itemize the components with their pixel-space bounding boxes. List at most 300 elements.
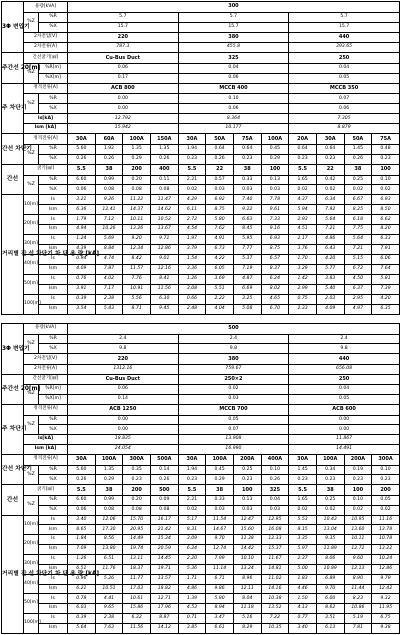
distance-ism: 14.62	[150, 205, 178, 215]
distance-label: 40[m]	[24, 255, 39, 275]
distance-is: 11.16	[372, 515, 400, 525]
is-label: Is	[39, 515, 68, 525]
feeder-breaker-rating: 200A	[344, 454, 372, 465]
distance-is: 5.81	[372, 275, 400, 285]
feeder-breaker-x: 0.26	[150, 154, 178, 164]
cable-r: 0.20	[123, 175, 151, 185]
distance-is: 7.76	[123, 275, 151, 285]
distance-ism: 4.86	[178, 584, 206, 594]
distance-ism: 6.03	[68, 604, 96, 614]
feeder-breaker-r: 0.35	[123, 465, 151, 475]
section-transformer: 3Φ 변압기	[2, 324, 24, 375]
cable-x: 0.03	[206, 505, 234, 515]
distance-ism: 8.31	[178, 525, 206, 535]
distance-is: 9.60	[344, 554, 372, 564]
feeder-breaker-x: 0.23	[316, 475, 344, 485]
feeder-breaker-x: 0.29	[261, 154, 289, 164]
table-row	[2, 415, 400, 425]
distance-ism: 9.61	[261, 205, 289, 215]
cable-size: 100	[372, 164, 400, 175]
table-row	[2, 265, 400, 275]
feeder-breaker-r: 0.19	[344, 465, 372, 475]
feeder-breaker-r: 1.35	[123, 144, 151, 154]
feeder-breaker-r: 0.64	[316, 144, 344, 154]
cable-size-label: 굵기[㎟]	[24, 485, 68, 496]
distance-ism: 10.86	[344, 604, 372, 614]
main-size-label: 간선굵기[㎟]	[24, 374, 68, 385]
main-feeder-size: 250	[289, 53, 400, 64]
transformer-x: 15.7	[178, 22, 289, 32]
cable-x: 0.03	[233, 185, 261, 195]
distance-is: 5.26	[95, 574, 123, 584]
distance-ism: 13.52	[261, 604, 289, 614]
secondary-voltage: 380	[178, 32, 289, 43]
cable-r: 0.10	[372, 175, 400, 185]
main-breaker-ism: 15.942	[68, 124, 179, 134]
distance-ism: 12.86	[372, 564, 400, 574]
table-row	[2, 175, 400, 185]
distance-ism: 14.37	[123, 205, 151, 215]
table-row	[2, 164, 400, 175]
distance-is: 4.22	[206, 255, 234, 265]
distance-ism: 5.94	[289, 205, 317, 215]
distance-is: 5.17	[178, 515, 206, 525]
table-row	[2, 12, 400, 22]
main-size-label: 간선굵기[㎟]	[24, 53, 68, 64]
distance-is: 5.64	[344, 235, 372, 245]
main-breaker-rating: MCCB 700	[178, 404, 289, 415]
distance-ism: 6.43	[316, 245, 344, 255]
feeder-breaker-x: 0.23	[178, 475, 206, 485]
ism-label: Ism [kA]	[24, 445, 68, 455]
cable-size: 38	[344, 164, 372, 175]
transformer-x: 9.8	[289, 344, 400, 354]
distance-ism: 4.09	[68, 265, 96, 275]
data-table	[1, 323, 400, 634]
distance-ism: 11.57	[123, 265, 151, 275]
distance-label: 20[m]	[24, 535, 39, 555]
cable-r: 0.33	[206, 495, 234, 505]
distance-is: 6.71	[206, 574, 234, 584]
distance-ism: 10.91	[123, 285, 151, 295]
distance-ism: 18.37	[123, 564, 151, 574]
feeder-breaker-r: 0.14	[150, 465, 178, 475]
distance-ism: 6.11	[178, 205, 206, 215]
cable-size: 100	[261, 164, 289, 175]
secondary-current: 393.65	[289, 43, 400, 53]
distance-is: 15.34	[150, 535, 178, 545]
distance-ism: 6.70	[261, 304, 289, 314]
distance-ism: 6.21	[68, 584, 96, 594]
r-label: %R	[39, 465, 68, 475]
distance-is: 0.39	[68, 614, 96, 624]
cable-size: 325	[261, 485, 289, 496]
main-breaker-x: 0.00	[68, 425, 179, 435]
feeder-breaker-x: 0.23	[372, 154, 400, 164]
rating-label: 정격전류[A]	[24, 134, 68, 145]
transformer-r: 2.4	[178, 334, 289, 344]
feeder-breaker-rating: 30A	[178, 454, 206, 465]
table-row	[2, 404, 400, 415]
x-label: %X	[39, 505, 68, 515]
secondary-voltage: 220	[68, 354, 179, 365]
distance-ism: 8.65	[68, 525, 96, 535]
main-breaker-x: 0.07	[178, 425, 289, 435]
distance-ism: 3.29	[289, 265, 317, 275]
cable-size: 500	[150, 485, 178, 496]
distance-is: 3.09	[178, 535, 206, 545]
distance-ism: 4.39	[68, 245, 96, 255]
distance-ism: 17.96	[150, 604, 178, 614]
cable-x: 0.08	[123, 505, 151, 515]
section-feeder-breaker: 간선 차단기	[2, 454, 24, 484]
cable-x: 0.08	[150, 185, 178, 195]
main-breaker-is: 18.835	[68, 435, 179, 445]
distance-is: 0.94	[68, 255, 96, 265]
distance-ism: 8.02	[261, 285, 289, 295]
distance-ism: 4.46	[289, 584, 317, 594]
distance-is: 1.71	[178, 574, 206, 584]
table-500kva	[1, 323, 399, 634]
distance-ism: 12.16	[150, 265, 178, 275]
distance-is: 1.97	[178, 235, 206, 245]
transformer-r: 2.4	[68, 334, 179, 344]
distance-is: 8.87	[150, 614, 178, 624]
table-row	[2, 614, 400, 624]
feeder-breaker-rating: 100A	[261, 134, 289, 145]
distance-ism: 9.38	[372, 624, 400, 634]
section-feeder-breaker: 간선 차단기	[2, 134, 24, 165]
cable-x: 0.02	[372, 505, 400, 515]
table-row	[2, 63, 400, 73]
feeder-breaker-r: 1.35	[150, 144, 178, 154]
distance-ism: 4.97	[344, 304, 372, 314]
distance-is: 8.41	[150, 275, 178, 285]
feeder-breaker-x: 0.26	[95, 154, 123, 164]
distance-ism: 9.22	[233, 205, 261, 215]
distance-ism: 4.13	[289, 604, 317, 614]
main-feeder-x: 0.06	[178, 73, 289, 83]
table-row	[2, 535, 400, 545]
feeder-breaker-rating: 100A	[95, 454, 123, 465]
distance-label: 100[m]	[24, 294, 39, 314]
feeder-breaker-rating: 500A	[150, 454, 178, 465]
distance-is: 2.37	[289, 554, 317, 564]
main-breaker-x: 0.00	[289, 425, 400, 435]
main-feeder-size: 325	[178, 53, 289, 64]
distance-is: 14.45	[150, 554, 178, 564]
main-feeder-size: 250×2	[178, 374, 289, 385]
distance-is: 1.24	[68, 235, 96, 245]
feeder-breaker-x: 0.26	[68, 154, 96, 164]
main-feeder-size: Cu-Bus Duct	[68, 53, 179, 64]
main-breaker-rating: ACB 600	[289, 404, 400, 415]
main-breaker-ism: 10.177	[178, 124, 289, 134]
main-feeder-r: 0.06	[68, 63, 179, 73]
distance-is: 3.69	[206, 275, 234, 285]
cable-size: 100	[344, 485, 372, 496]
distance-ism: 11.44	[344, 584, 372, 594]
x-label: %X[m]	[39, 395, 68, 405]
distance-is: 1.39	[178, 594, 206, 604]
table-row	[2, 385, 400, 395]
distance-ism: 7.92	[316, 205, 344, 215]
feeder-breaker-r: 0.48	[372, 144, 400, 154]
distance-is: 9.32	[372, 594, 400, 604]
distance-is: 4.29	[178, 195, 206, 205]
distance-is: 8.96	[233, 574, 261, 584]
distance-ism: 11.56	[150, 285, 178, 295]
distance-is: 10.10	[233, 554, 261, 564]
distance-is: 6.93	[261, 235, 289, 245]
z-label: %Z	[24, 465, 39, 485]
distance-ism: 15.86	[123, 604, 151, 614]
main-breaker-x: 0.06	[178, 104, 289, 114]
distance-is: 12.71	[150, 594, 178, 604]
distance-is: 11.77	[123, 574, 151, 584]
r-label: %R	[39, 94, 68, 104]
distance-ism: 8.20	[372, 225, 400, 235]
v2-label: 2차전압[V]	[24, 32, 68, 43]
z-label: %Z	[24, 144, 39, 164]
distance-ism: 7.21	[344, 245, 372, 255]
distance-ism: 20.59	[150, 545, 178, 555]
z-label: %Z	[24, 175, 39, 195]
cable-size: 200	[123, 485, 151, 496]
is-label: Is	[39, 574, 68, 584]
cable-x: 0.02	[372, 185, 400, 195]
main-breaker-ism: 14.491	[289, 445, 400, 455]
secondary-voltage: 440	[289, 32, 400, 43]
i2-label: 2차전류[A]	[24, 43, 68, 53]
cable-r: 1.65	[289, 495, 317, 505]
cable-r: 0.33	[233, 175, 261, 185]
table-row	[2, 43, 400, 53]
feeder-breaker-x: 0.26	[344, 154, 372, 164]
distance-ism: 2.33	[289, 304, 317, 314]
distance-is: 10.95	[344, 515, 372, 525]
x-label: %X	[39, 344, 68, 354]
transformer-x: 15.7	[68, 22, 179, 32]
distance-ism: 19.74	[123, 545, 151, 555]
distance-ism: 6.69	[233, 285, 261, 295]
cable-r: 6.60	[68, 175, 96, 185]
r-label: %R	[39, 144, 68, 154]
feeder-breaker-x: 0.29	[95, 475, 123, 485]
cable-size-label: 굵기[㎟]	[24, 164, 68, 175]
distance-ism: 8.75	[206, 205, 234, 215]
feeder-breaker-rating: 30A	[178, 134, 206, 145]
distance-ism: 13.26	[123, 225, 151, 235]
table-row	[2, 225, 400, 235]
cable-r: 0.25	[316, 495, 344, 505]
i2-label: 2차전류[A]	[24, 364, 68, 374]
capacity-label: 용량[kVA]	[24, 2, 68, 13]
distance-ism: 12.72	[344, 545, 372, 555]
ism-label: Ism	[39, 205, 68, 215]
table-row	[2, 22, 400, 32]
table-row	[2, 354, 400, 365]
table-row	[2, 445, 400, 455]
distance-ism: 7.87	[95, 265, 123, 275]
cable-x: 0.03	[261, 185, 289, 195]
distance-is: 16.17	[150, 515, 178, 525]
distance-ism: 3.36	[178, 265, 206, 275]
distance-ism: 5.51	[206, 285, 234, 295]
distance-ism: 3.08	[178, 285, 206, 295]
cable-x: 0.03	[206, 185, 234, 195]
feeder-breaker-r: 1.92	[95, 144, 123, 154]
table-row	[2, 475, 400, 485]
cable-r: 6.60	[68, 495, 96, 505]
distance-is: 9.20	[123, 235, 151, 245]
distance-ism: 7.91	[372, 245, 400, 255]
feeder-breaker-r: 1.94	[178, 144, 206, 154]
distance-is: 5.69	[95, 235, 123, 245]
distance-label: 20[m]	[24, 215, 39, 235]
distance-is: 9.71	[150, 235, 178, 245]
r-label: %R[m]	[39, 63, 68, 73]
feeder-breaker-rating: 100A	[206, 454, 234, 465]
table-row	[2, 604, 400, 614]
distance-is: 10.24	[372, 554, 400, 564]
distance-is: 15.70	[123, 515, 151, 525]
rating-label: 정격전류[A]	[24, 404, 68, 415]
cable-r: 0.13	[261, 175, 289, 185]
distance-is: 6.00	[316, 594, 344, 604]
cable-r: 0.25	[344, 175, 372, 185]
distance-ism: 7.17	[95, 285, 123, 295]
feeder-breaker-rating: 150A	[150, 134, 178, 145]
main-feeder-r: 0.04	[289, 385, 400, 395]
ism-label: Ism	[39, 225, 68, 235]
distance-ism: 11.76	[95, 564, 123, 574]
distance-is: 5.53	[289, 515, 317, 525]
distance-ism: 10.35	[261, 624, 289, 634]
distance-ism: 5.77	[316, 265, 344, 275]
distance-ism: 21.42	[150, 525, 178, 535]
table-row	[2, 83, 400, 94]
main-breaker-r: 0.07	[289, 94, 400, 104]
distance-ism: 4.09	[316, 304, 344, 314]
feeder-breaker-rating: 50A	[344, 134, 372, 145]
distance-ism: 5.08	[233, 304, 261, 314]
table-row	[2, 294, 400, 304]
distance-ism: 8.62	[316, 604, 344, 614]
distance-is: 10.61	[123, 594, 151, 604]
cable-size: 38	[95, 485, 123, 496]
cable-x: 0.02	[316, 505, 344, 515]
distance-ism: 9.65	[95, 604, 123, 614]
distance-is: 6.32	[123, 614, 151, 624]
table-row	[2, 285, 400, 295]
cable-r: 0.57	[206, 175, 234, 185]
distance-ism: 6.73	[206, 245, 234, 255]
main-breaker-x: 0.00	[68, 104, 179, 114]
distance-ism: 2.48	[178, 304, 206, 314]
distance-is: 4.91	[206, 235, 234, 245]
transformer-r: 5.7	[289, 12, 400, 22]
main-breaker-is: 12.792	[68, 114, 179, 124]
r-label: %R	[39, 495, 68, 505]
z-label: %Z	[24, 495, 39, 515]
feeder-breaker-x: 0.26	[68, 475, 96, 485]
feeder-breaker-rating: 30A	[68, 134, 96, 145]
cable-r: 2.21	[178, 495, 206, 505]
capacity-value: 500	[68, 324, 400, 335]
distance-is: 11.67	[261, 554, 289, 564]
distance-is: 6.33	[372, 235, 400, 245]
transformer-r: 2.4	[289, 334, 400, 344]
ism-label: Ism	[39, 624, 68, 634]
distance-is: 1.50	[289, 594, 317, 604]
x-label: %X[m]	[39, 73, 68, 83]
distance-ism: 8.50	[372, 205, 400, 215]
distance-is: 8.90	[344, 574, 372, 584]
table-row	[2, 32, 400, 43]
feeder-breaker-rating: 75A	[372, 134, 400, 145]
distance-is: 9.35	[316, 535, 344, 545]
distance-ism: 13.67	[150, 225, 178, 235]
feeder-breaker-r: 1.35	[95, 465, 123, 475]
cable-x: 0.06	[68, 185, 96, 195]
table-row	[2, 195, 400, 205]
main-breaker-r: 0.00	[289, 415, 400, 425]
secondary-voltage: 220	[68, 32, 179, 43]
cable-r: 0.11	[150, 175, 178, 185]
table-row	[2, 395, 400, 405]
transformer-x: 9.8	[68, 344, 179, 354]
ism-label: Ism	[39, 245, 68, 255]
distance-ism: 13.78	[372, 525, 400, 535]
distance-ism: 4.54	[178, 225, 206, 235]
main-breaker-rating: MCCB 400	[178, 83, 289, 94]
main-breaker-r: 0.00	[68, 415, 179, 425]
distance-is: 0.76	[68, 275, 96, 285]
r-label: %R[m]	[39, 385, 68, 395]
cable-size: 38	[206, 485, 234, 496]
distance-is: 5.64	[316, 215, 344, 225]
feeder-breaker-rating: 300A	[123, 454, 151, 465]
table-row	[2, 124, 400, 134]
x-label: %X	[39, 475, 68, 485]
main-breaker-ism: 8.879	[289, 124, 400, 134]
distance-is: 0.39	[68, 294, 96, 304]
distance-ism: 12.42	[372, 584, 400, 594]
cable-size: 200	[123, 164, 151, 175]
cable-size: 5.5	[289, 485, 317, 496]
main-breaker-rating: ACB 800	[68, 83, 179, 94]
distance-ism: 19.71	[150, 564, 178, 574]
distance-ism: 13.60	[344, 525, 372, 535]
distance-is: 7.78	[261, 195, 289, 205]
rating-label: 정격전류[A]	[24, 454, 68, 465]
distance-label: 50[m]	[24, 594, 39, 614]
distance-ism: 5.43	[95, 304, 123, 314]
distance-is: 9.79	[372, 574, 400, 584]
distance-is: 3.25	[233, 294, 261, 304]
distance-ism: 3.91	[68, 285, 96, 295]
secondary-current: 787.3	[68, 43, 179, 53]
cable-x: 0.02	[344, 185, 372, 195]
main-breaker-r: 0.05	[178, 415, 289, 425]
feeder-breaker-rating: 300A	[372, 454, 400, 465]
section-main-breaker: 주 차단기	[2, 404, 24, 454]
distance-is: 9.26	[95, 195, 123, 205]
feeder-breaker-r: 0.10	[372, 465, 400, 475]
distance-is: 10.52	[150, 215, 178, 225]
feeder-breaker-x: 0.23	[123, 475, 151, 485]
